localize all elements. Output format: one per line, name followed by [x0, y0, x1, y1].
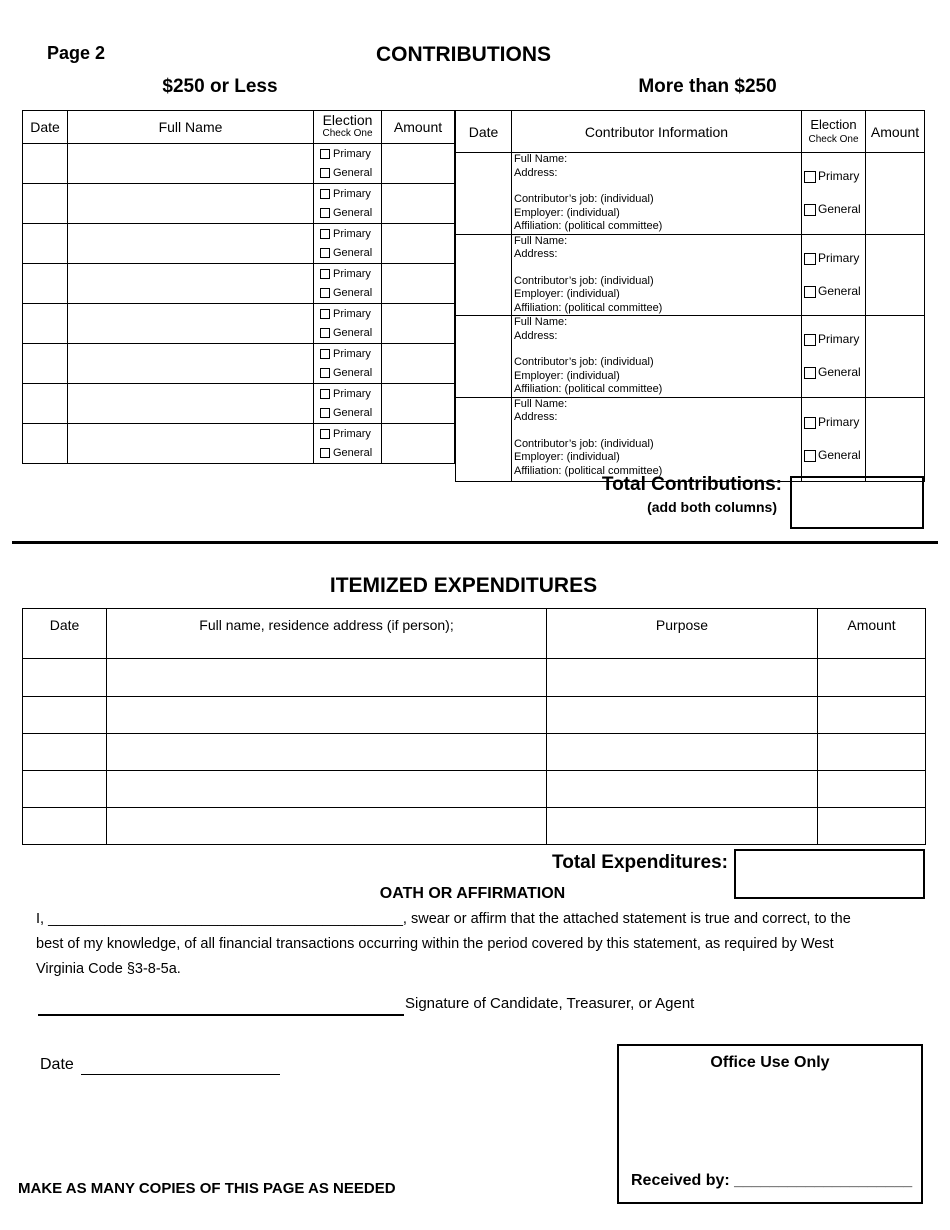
small-contribution-row — [23, 224, 455, 264]
election-cell — [802, 153, 866, 235]
primary-option[interactable] — [320, 345, 381, 364]
primary-option[interactable] — [320, 265, 381, 284]
affiliation-field-label: Affiliation: (political committee) — [514, 220, 663, 232]
general-label: General — [818, 202, 861, 217]
general-label: General — [333, 286, 373, 299]
header-election — [314, 111, 382, 144]
full-name-field-label: Full Name: — [514, 316, 568, 328]
checkbox-icon[interactable] — [320, 389, 330, 399]
checkbox-icon[interactable] — [320, 288, 330, 298]
general-label: General — [818, 448, 861, 462]
election-label: Election — [322, 112, 373, 128]
general-label: General — [333, 326, 373, 339]
expenditures-title: ITEMIZED EXPENDITURES — [329, 574, 598, 597]
checkbox-icon[interactable] — [320, 368, 330, 378]
affiliation-field-label: Affiliation: (political committee) — [514, 301, 663, 314]
large-contribution-row — [456, 316, 925, 398]
checkbox-icon[interactable] — [804, 253, 816, 265]
full-name-cell[interactable] — [68, 144, 314, 184]
job-field-label: Contributor’s job: (individual) — [514, 356, 654, 368]
affiliation-field-label: Affiliation: (political committee) — [514, 464, 663, 477]
amount-cell[interactable] — [818, 697, 926, 734]
full-name-address-cell[interactable] — [107, 808, 547, 845]
amount-cell[interactable] — [382, 344, 455, 384]
total-contributions-note: (add both columns) — [647, 499, 777, 515]
primary-label: Primary — [818, 415, 860, 429]
primary-option[interactable] — [320, 145, 381, 164]
election-cell — [314, 344, 382, 384]
amount-cell[interactable] — [818, 734, 926, 771]
oath-line-1: I, ____________________________________________, swear or affirm that the attached statement is true and correct, to the — [36, 911, 851, 927]
signature-line[interactable] — [38, 1014, 404, 1016]
primary-label: Primary — [818, 250, 860, 265]
small-contribution-row — [23, 264, 455, 304]
header-full-name-address: Full name, residence address (if person); — [107, 609, 547, 659]
date-cell[interactable] — [456, 153, 512, 235]
footer-note: MAKE AS MANY COPIES OF THIS PAGE AS NEEDED — [18, 1180, 396, 1197]
primary-label: Primary — [333, 387, 371, 400]
received-by-label: Received by: ____________________ — [631, 1172, 913, 1189]
employer-field-label: Employer: (individual) — [514, 369, 620, 382]
checkbox-icon[interactable] — [320, 168, 330, 178]
primary-label: Primary — [333, 347, 371, 360]
date-cell[interactable] — [456, 234, 512, 316]
header-election — [802, 111, 866, 153]
general-label: General — [818, 283, 861, 298]
large-contribution-row — [456, 153, 925, 235]
amount-cell[interactable] — [818, 771, 926, 808]
general-label: General — [333, 446, 373, 459]
expenditure-row — [23, 808, 926, 845]
total-expenditures-label: Total Expenditures: — [552, 852, 728, 873]
contributor-info-cell[interactable] — [512, 397, 802, 481]
general-option[interactable] — [804, 275, 865, 308]
checkbox-icon[interactable] — [320, 429, 330, 439]
address-field-label: Address: — [514, 411, 558, 423]
full-name-address-cell[interactable] — [107, 697, 547, 734]
contributor-info-cell[interactable] — [512, 234, 802, 316]
primary-label: Primary — [818, 169, 860, 184]
checkbox-icon[interactable] — [804, 367, 816, 379]
large-contributions-heading: More than $250 — [638, 76, 777, 97]
full-name-cell[interactable] — [68, 424, 314, 464]
amount-cell[interactable] — [866, 316, 925, 398]
amount-cell[interactable] — [866, 397, 925, 481]
office-use-box — [617, 1044, 923, 1204]
date-cell[interactable] — [23, 771, 107, 808]
checkbox-icon[interactable] — [320, 248, 330, 258]
date-cell[interactable] — [23, 344, 68, 384]
election-cell — [314, 144, 382, 184]
header-amount: Amount — [382, 111, 455, 144]
full-name-field-label: Full Name: — [514, 234, 568, 247]
small-contribution-row — [23, 424, 455, 464]
primary-option[interactable] — [320, 185, 381, 204]
small-contribution-row — [23, 304, 455, 344]
full-name-address-cell[interactable] — [107, 771, 547, 808]
general-option[interactable] — [320, 404, 381, 423]
primary-label: Primary — [333, 187, 371, 200]
job-field-label: Contributor’s job: (individual) — [514, 274, 654, 287]
header-date: Date — [456, 111, 512, 153]
checkbox-icon[interactable] — [320, 408, 330, 418]
checkbox-icon[interactable] — [320, 189, 330, 199]
date-cell[interactable] — [23, 384, 68, 424]
general-label: General — [333, 166, 373, 179]
general-option[interactable] — [320, 444, 381, 463]
large-contributions-table — [455, 110, 925, 482]
expenditure-row — [23, 697, 926, 734]
primary-option[interactable] — [804, 406, 865, 439]
date-cell[interactable] — [456, 316, 512, 398]
full-name-field-label: Full Name: — [514, 397, 568, 410]
primary-option[interactable] — [320, 385, 381, 404]
contributions-title: CONTRIBUTIONS — [376, 43, 551, 66]
amount-cell[interactable] — [866, 153, 925, 235]
purpose-cell[interactable] — [547, 734, 818, 771]
primary-label: Primary — [333, 227, 371, 240]
expenditures-table — [22, 608, 926, 845]
election-cell — [314, 304, 382, 344]
primary-option[interactable] — [804, 160, 865, 193]
date-cell[interactable] — [23, 659, 107, 697]
checkbox-icon[interactable] — [804, 334, 816, 346]
amount-cell[interactable] — [382, 144, 455, 184]
contributor-info-cell[interactable] — [512, 153, 802, 235]
date-cell[interactable] — [23, 697, 107, 734]
header-contributor-information: Contributor Information — [512, 111, 802, 153]
primary-label: Primary — [333, 267, 371, 280]
primary-label: Primary — [333, 147, 371, 160]
date-cell[interactable] — [23, 264, 68, 304]
total-contributions-field[interactable] — [790, 476, 924, 529]
checkbox-icon[interactable] — [320, 269, 330, 279]
amount-cell[interactable] — [818, 808, 926, 845]
election-cell — [802, 316, 866, 398]
checkbox-icon[interactable] — [320, 229, 330, 239]
primary-option[interactable] — [804, 242, 865, 275]
primary-label: Primary — [333, 307, 371, 320]
amount-cell[interactable] — [382, 304, 455, 344]
header-amount: Amount — [818, 609, 926, 659]
header-amount: Amount — [866, 111, 925, 153]
election-cell — [314, 384, 382, 424]
full-name-cell[interactable] — [68, 384, 314, 424]
date-cell[interactable] — [23, 224, 68, 264]
amount-cell[interactable] — [382, 224, 455, 264]
expenditure-row — [23, 659, 926, 697]
checkbox-icon[interactable] — [804, 204, 816, 216]
small-contribution-row — [23, 144, 455, 184]
date-cell[interactable] — [23, 304, 68, 344]
oath-line-2: best of my knowledge, of all financial transactions occurring within the period covered by this statement, as required by West — [36, 936, 834, 952]
general-option[interactable] — [320, 324, 381, 343]
checkbox-icon[interactable] — [804, 171, 816, 183]
election-cell — [802, 397, 866, 481]
full-name-cell[interactable] — [68, 184, 314, 224]
date-line[interactable] — [81, 1074, 280, 1075]
employer-field-label: Employer: (individual) — [514, 288, 620, 300]
general-label: General — [333, 206, 373, 219]
full-name-cell[interactable] — [68, 224, 314, 264]
full-name-cell[interactable] — [68, 304, 314, 344]
full-name-cell[interactable] — [68, 264, 314, 304]
office-use-title: Office Use Only — [710, 1054, 830, 1071]
purpose-cell[interactable] — [547, 659, 818, 697]
job-field-label: Contributor’s job: (individual) — [514, 193, 654, 205]
small-contribution-row — [23, 384, 455, 424]
signature-label: Signature of Candidate, Treasurer, or Agent — [405, 995, 695, 1012]
election-cell — [802, 234, 866, 316]
employer-field-label: Employer: (individual) — [514, 451, 620, 463]
date-cell[interactable] — [23, 808, 107, 845]
general-option[interactable] — [320, 204, 381, 223]
general-option[interactable] — [320, 364, 381, 383]
checkbox-icon[interactable] — [320, 309, 330, 319]
general-option[interactable] — [320, 284, 381, 303]
header-full-name: Full Name — [68, 111, 314, 144]
date-label: Date — [40, 1056, 74, 1073]
general-option[interactable] — [804, 193, 865, 226]
amount-cell[interactable] — [866, 234, 925, 316]
purpose-cell[interactable] — [547, 771, 818, 808]
page-label: Page 2 — [47, 43, 106, 63]
full-name-address-cell[interactable] — [107, 659, 547, 697]
expenditure-row — [23, 771, 926, 808]
date-cell[interactable] — [456, 397, 512, 481]
primary-label: Primary — [818, 332, 860, 347]
check-one-label: Check One — [808, 133, 859, 145]
primary-label: Primary — [333, 427, 371, 440]
election-cell — [314, 424, 382, 464]
check-one-label: Check One — [322, 128, 373, 139]
general-label: General — [333, 406, 373, 419]
election-cell — [314, 264, 382, 304]
amount-cell[interactable] — [382, 424, 455, 464]
small-contributions-table — [22, 110, 455, 464]
oath-statement — [36, 907, 851, 982]
full-name-cell[interactable] — [68, 344, 314, 384]
primary-option[interactable] — [320, 225, 381, 244]
primary-option[interactable] — [320, 425, 381, 444]
small-contribution-row — [23, 344, 455, 384]
header-date: Date — [23, 609, 107, 659]
checkbox-icon[interactable] — [804, 286, 816, 298]
oath-line-3: Virginia Code §3-8-5a. — [36, 961, 181, 977]
election-label: Election — [810, 116, 857, 132]
amount-cell[interactable] — [382, 184, 455, 224]
job-field-label: Contributor’s job: (individual) — [514, 437, 654, 450]
small-contributions-heading: $250 or Less — [162, 76, 278, 97]
full-name-address-cell[interactable] — [107, 734, 547, 771]
primary-option[interactable] — [804, 323, 865, 356]
address-field-label: Address: — [514, 166, 558, 179]
checkbox-icon[interactable] — [320, 349, 330, 359]
full-name-field-label: Full Name: — [514, 153, 568, 165]
checkbox-icon[interactable] — [320, 448, 330, 458]
contributor-info-cell[interactable] — [512, 316, 802, 398]
total-expenditures-field[interactable] — [734, 849, 925, 899]
checkbox-icon[interactable] — [320, 328, 330, 338]
checkbox-icon[interactable] — [804, 450, 816, 462]
general-option[interactable] — [804, 356, 865, 389]
total-contributions-label: Total Contributions: — [601, 474, 782, 495]
general-option[interactable] — [320, 244, 381, 263]
affiliation-field-label: Affiliation: (political committee) — [514, 383, 663, 395]
purpose-cell[interactable] — [547, 697, 818, 734]
general-option[interactable] — [320, 164, 381, 183]
general-option[interactable] — [804, 439, 865, 472]
expenditure-row — [23, 734, 926, 771]
primary-option[interactable] — [320, 305, 381, 324]
section-divider — [12, 541, 938, 544]
amount-cell[interactable] — [382, 384, 455, 424]
oath-title: OATH OR AFFIRMATION — [379, 885, 566, 902]
election-cell — [314, 184, 382, 224]
amount-cell[interactable] — [382, 264, 455, 304]
amount-cell[interactable] — [818, 659, 926, 697]
purpose-cell[interactable] — [547, 808, 818, 845]
general-label: General — [818, 365, 861, 380]
checkbox-icon[interactable] — [320, 149, 330, 159]
date-cell[interactable] — [23, 184, 68, 224]
employer-field-label: Employer: (individual) — [514, 206, 620, 219]
checkbox-icon[interactable] — [804, 417, 816, 429]
small-contribution-row — [23, 184, 455, 224]
date-cell[interactable] — [23, 144, 68, 184]
header-purpose: Purpose — [547, 609, 818, 659]
large-contribution-row — [456, 234, 925, 316]
checkbox-icon[interactable] — [320, 208, 330, 218]
election-cell — [314, 224, 382, 264]
header-date: Date — [23, 111, 68, 144]
date-cell[interactable] — [23, 424, 68, 464]
general-label: General — [333, 366, 373, 379]
address-field-label: Address: — [514, 248, 558, 260]
large-contribution-row — [456, 397, 925, 481]
general-label: General — [333, 246, 373, 259]
date-cell[interactable] — [23, 734, 107, 771]
address-field-label: Address: — [514, 329, 558, 342]
